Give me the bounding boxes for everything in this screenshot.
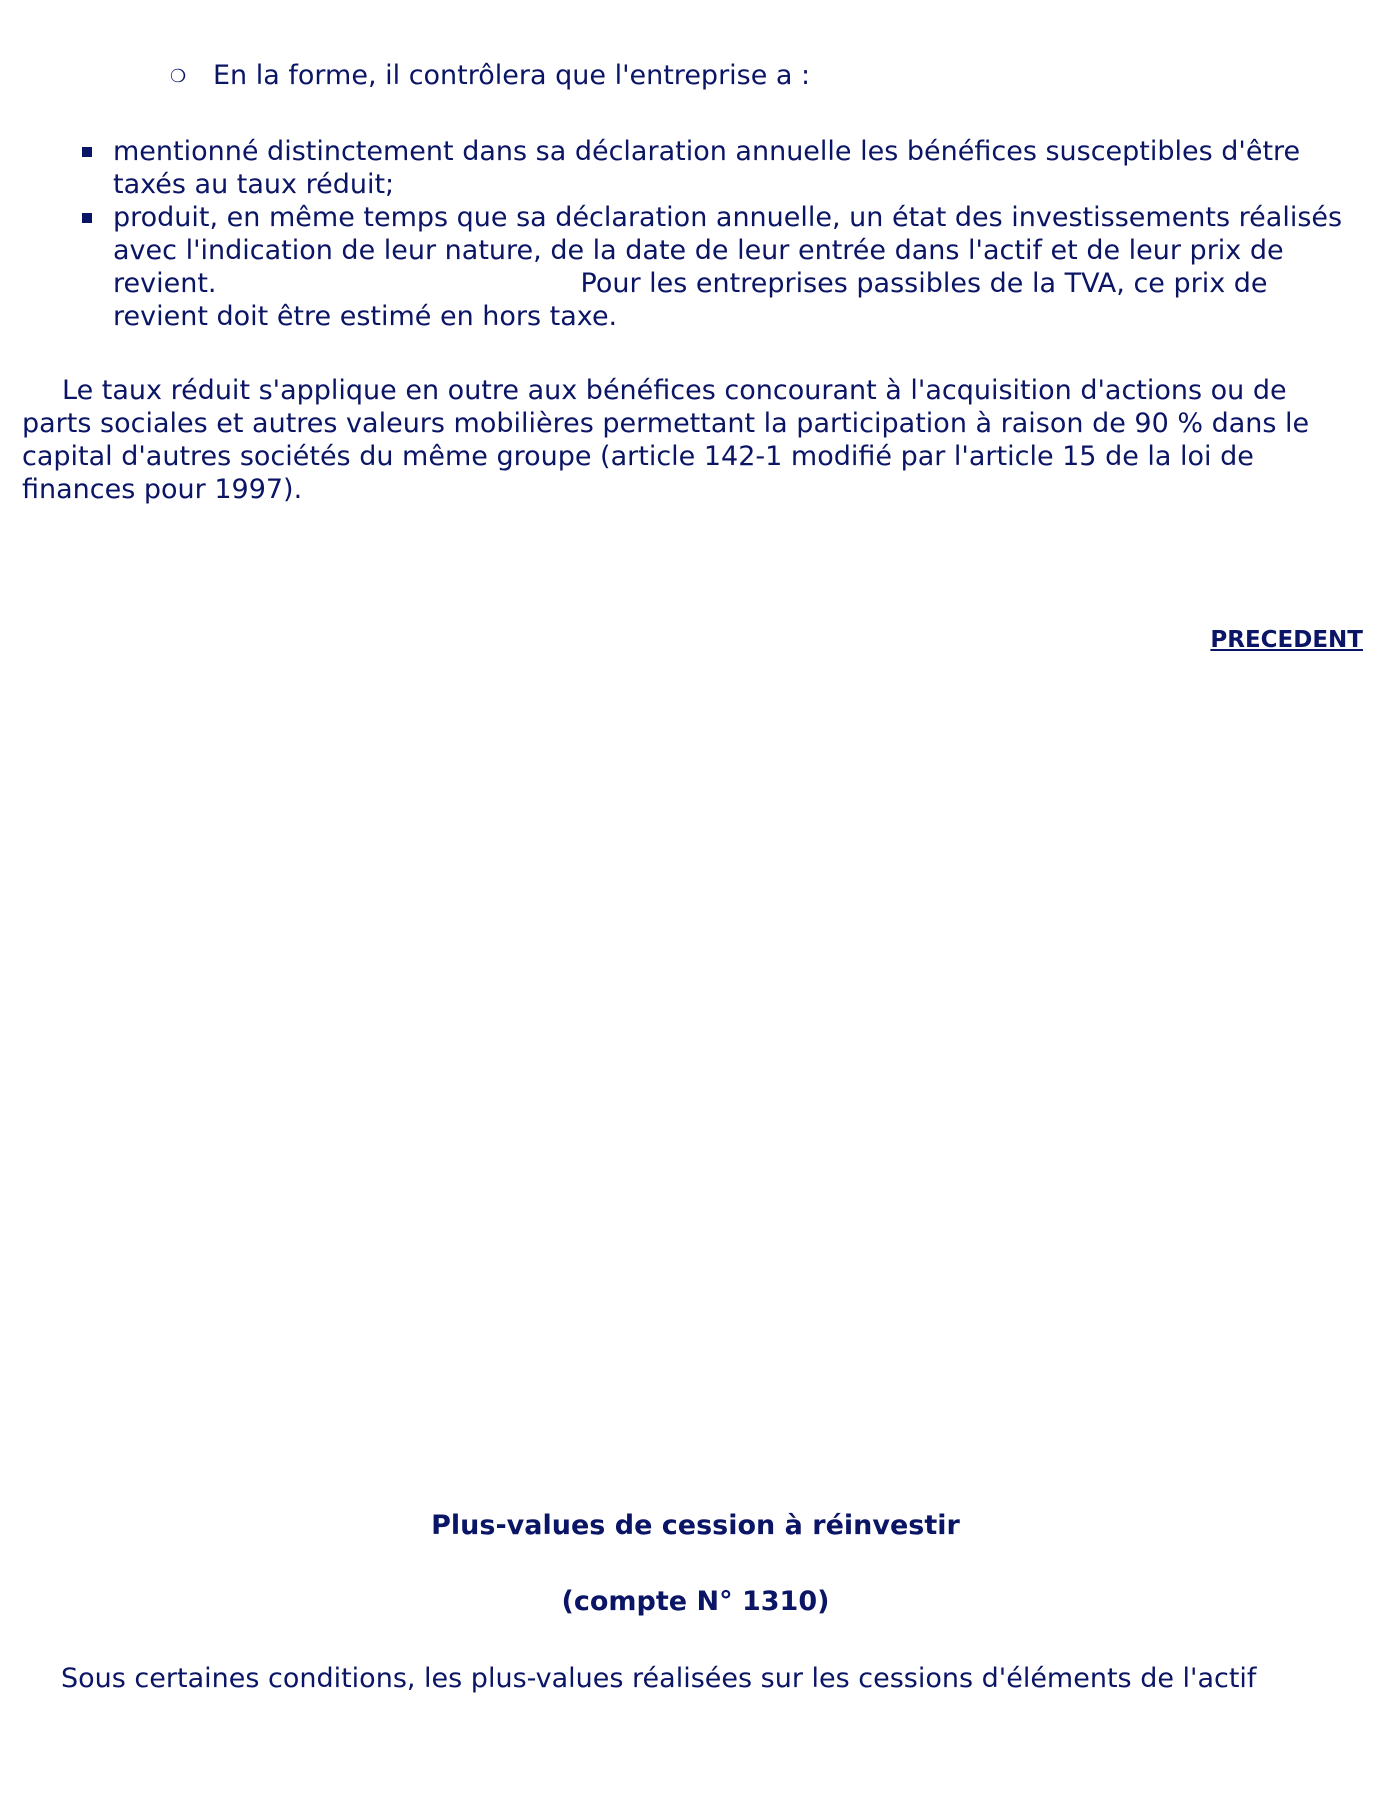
list-item-text-continued: Pour les entreprises passibles de la TVA, ce prix de revient doit être estimé en hors taxe.: [113, 268, 1268, 332]
square-bullet-icon: [82, 147, 92, 157]
list-item-text: mentionné distinctement dans sa déclaration annuelle les bénéfices susceptibles d'être taxés au taux réduit;: [113, 136, 1301, 200]
precedent-link[interactable]: PRECEDENT: [1210, 627, 1363, 653]
list-item: [0, 135, 1353, 201]
list-item: [0, 201, 1353, 333]
list-item-text: produit, en même temps que sa déclaration annuelle, un état des investissements réalisés avec l'indication de leur nature, de la date de leur entrée dans l'actif et de leur prix de revient.: [113, 202, 1343, 299]
section-subtitle: (compte N° 1310): [561, 1586, 830, 1617]
square-bullet-icon: [82, 213, 92, 223]
sub-item-text: En la forme, il contrôlera que l'entreprise a :: [213, 60, 811, 91]
bullet-list: [0, 135, 1391, 333]
paragraph: Le taux réduit s'applique en outre aux bénéfices concourant à l'acquisition d'actions ou de parts sociales et autres valeurs mobilières permettant la participation à raison de 90 % dans le capital d'autres sociétés du même groupe (article 142-1 modifié par l'article 15 de la loi de finances pour 1997).: [22, 375, 1310, 505]
paragraph: Sous certaines conditions, les plus-values réalisées sur les cessions d'éléments de l'actif: [61, 1663, 1257, 1694]
circle-bullet-icon: ❍: [170, 66, 187, 87]
section-title: Plus-values de cession à réinvestir: [431, 1510, 960, 1541]
